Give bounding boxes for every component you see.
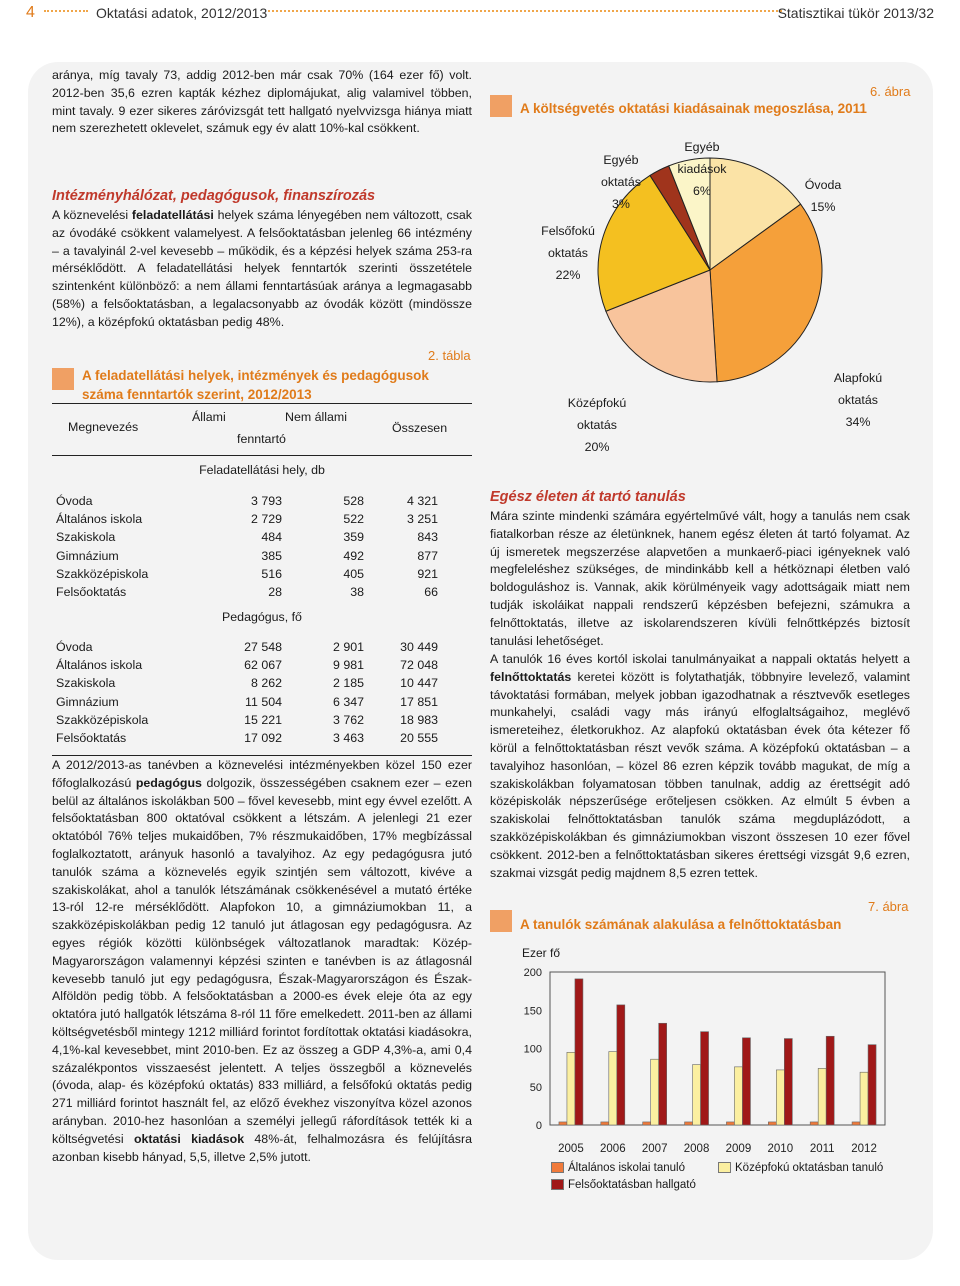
pie-label-line: 34%	[845, 415, 871, 429]
y-tick-label: 150	[523, 1005, 542, 1018]
pie-label-line: Egyéb	[603, 153, 639, 167]
figure6-title: A költségvetés oktatási kiadásainak megoszlása, 2011	[520, 101, 867, 116]
x-tick-label: 2007	[641, 1143, 668, 1155]
row-name: Felsőoktatás	[56, 731, 127, 746]
cell-nonstate: 492	[343, 548, 364, 563]
cell-total: 10 447	[400, 676, 438, 691]
col-header-state: Állami	[192, 410, 226, 424]
figure6-marker-square	[490, 95, 512, 117]
keyword-feladatellatasi: feladatellátási	[131, 208, 214, 222]
legend-label: Felsőoktatásban hallgató	[568, 1179, 696, 1191]
table-places	[56, 492, 438, 601]
bar-legend	[551, 1160, 696, 1194]
y-tick-label: 0	[535, 1120, 542, 1132]
cell-nonstate: 3 463	[332, 731, 364, 746]
intro-paragraph: aránya, míg tavaly 73, addig 2012-ben már csak 70% (164 ezer fő) volt. 2012-ben 35,6 ezren kapták kézhez diplomájukat, alig valamivel többen, mint tavaly. 9 ezer sikeres záróvizsgát tett hallgató nyelvvizsga hiánya miatt nem szerezhetett oklevelet, számuk egy év alatt 10%-kal csökkent.	[52, 68, 472, 136]
text-run: A köznevelési	[52, 208, 132, 222]
bar-2006-s1	[609, 1052, 617, 1125]
cell-state: 62 067	[244, 658, 282, 673]
legend-swatch	[718, 1162, 731, 1173]
cell-state: 17 092	[244, 731, 282, 746]
table-row	[56, 547, 438, 565]
group-title-places: Feladatellátási hely, db	[199, 463, 325, 477]
pie-label-line: Középfokú	[567, 396, 627, 410]
cell-state: 3 793	[250, 494, 282, 509]
bar-2011-s2	[826, 1036, 834, 1125]
section-title-institutions: Intézményhálózat, pedagógusok, finanszírozás	[52, 188, 376, 204]
bar-2007-s0	[643, 1122, 651, 1125]
lifelong-paragraph-1: Mára szinte mindenki számára egyértelművé vált, hogy a tanulás nem csak fiatalkorban része az életünknek, hanem egész életen át tartó folyamat. Az új ismeretek megszerzése alapvetően a munkaerő-piaci igényeknek való megfeleléshez szükséges, de mindinkább kell a hétköznapi életben való boldoguláshoz is. Vannak, akik körülményeik vagy adottságaik miatt nem tudják iskoláikat nappali rendszerű képzésben befejezni, számukra a felnőttoktatás, illetve az iskolarendszeren kívüli felnőttképzés biztosít tanulási lehetőséget.	[490, 509, 910, 648]
cell-total: 30 449	[400, 640, 438, 655]
x-tick-label: 2009	[725, 1143, 752, 1155]
bar-2008-s1	[693, 1065, 701, 1125]
keyword-oktatasi-kiadasok: oktatási kiadások	[133, 1131, 245, 1146]
y-tick-label: 100	[523, 1043, 542, 1056]
pie-label-line: oktatás	[838, 393, 878, 407]
col-header-nonstate: Nem állami	[285, 410, 347, 424]
table-row	[56, 492, 438, 510]
lifelong-paragraph-2	[490, 651, 910, 882]
pie-label-line: 20%	[584, 440, 610, 454]
bar-2006-s2	[617, 1005, 625, 1125]
bar-2010-s2	[784, 1039, 792, 1125]
pie-label-line: 3%	[612, 197, 630, 211]
section-title-lifelong: Egész életen át tartó tanulás	[490, 489, 686, 505]
bar-2008-s0	[685, 1122, 693, 1125]
text-run: keretei között is folytathatják, többnyire levelező, valamint távoktatási formában, melyek jobban igazodhatnak a résztvevők esetleges munkahelyi, családi vagy más irányú elfoglaltságaihoz, meglévő ismereteihez, életkorukhoz. Az alapfokú oktatásban évek óta kétezer fő körül a felnőttoktatásban részt vevők száma. A középfokú oktatásban – a tavalyihoz hasonlóan, – közel 86 ezren képzik tovább magukat, de míg a szakiskolákban folyamatosan többen tanulnak, addig az érettségit adó középiskolák népszerűsége erőteljesen csökken. Az elmúlt 5 évben a szakiskolai felnőttoktatásban tanulók száma megduplázódott, a szakközépiskolákban és gimnáziumokban viszont összesen 10 ezer fővel csökkent. 2012-ben a felnőttoktatásban sikeres érettségi vizsgát 9,6 ezren, szakmai vizsgát pedig majdnem 8,5 ezren tettek.	[490, 669, 910, 880]
cell-state: 11 504	[245, 694, 282, 709]
table-row	[56, 565, 438, 583]
row-name: Általános iskola	[56, 512, 143, 527]
cell-nonstate: 6 347	[332, 694, 364, 709]
row-name: Általános iskola	[56, 658, 143, 673]
header-divider-left	[44, 10, 88, 12]
header-left-title: Oktatási adatok, 2012/2013	[96, 5, 268, 21]
cell-nonstate: 3 762	[332, 712, 364, 727]
table-title: A feladatellátási helyek, intézmények és pedagógusok száma fenntartók szerint, 2012/2013	[82, 368, 429, 402]
bar-2005-s2	[575, 979, 583, 1125]
pie-label-line: kiadások	[677, 162, 727, 176]
bar-y-unit: Ezer fő	[522, 946, 561, 960]
table-row	[56, 638, 438, 656]
cell-nonstate: 2 901	[332, 640, 364, 655]
pie-label-line: 22%	[555, 268, 581, 282]
cell-state: 385	[261, 548, 282, 563]
x-tick-label: 2012	[851, 1143, 877, 1155]
cell-state: 27 548	[244, 640, 282, 655]
bar-2007-s1	[651, 1059, 659, 1125]
table-row	[56, 656, 438, 674]
plot-frame	[550, 972, 885, 1125]
table-marker-square	[52, 368, 74, 390]
cell-total: 843	[417, 530, 438, 545]
cell-nonstate: 38	[350, 585, 364, 600]
cell-nonstate: 528	[343, 494, 364, 509]
table-number: 2. tábla	[428, 348, 471, 363]
table-row	[56, 674, 438, 692]
pie-label-line: oktatás	[548, 246, 588, 260]
bar-chart	[510, 960, 900, 1160]
institutions-paragraph	[52, 207, 472, 332]
figure7-marker-square	[490, 910, 512, 932]
table-row	[56, 510, 438, 528]
row-name: Szakiskola	[56, 676, 116, 691]
pie-label-line: Óvoda	[804, 178, 842, 192]
cell-total: 3 251	[406, 512, 438, 527]
table-row	[56, 711, 438, 729]
page-number: 4	[26, 4, 35, 21]
bar-2011-s1	[818, 1068, 826, 1125]
legend-label: Középfokú oktatásban tanuló	[735, 1162, 884, 1174]
cell-nonstate: 359	[343, 530, 364, 545]
table-top-rule	[52, 403, 472, 404]
bar-2005-s0	[559, 1122, 567, 1125]
text-run: A 2012/2013-as tanévben a köznevelési intézményekben közel 150 ezer főfoglalkozású	[52, 758, 472, 790]
cell-total: 18 983	[400, 712, 438, 727]
bar-2008-s2	[701, 1032, 709, 1125]
row-name: Szakközépiskola	[56, 712, 149, 727]
col-header-name: Megnevezés	[68, 420, 139, 434]
bar-2007-s2	[659, 1023, 667, 1125]
cell-total: 66	[424, 585, 438, 600]
bar-2005-s1	[567, 1052, 575, 1125]
bar-2012-s1	[860, 1072, 868, 1125]
pie-label-egyeb-kiadasok	[674, 136, 730, 202]
cell-state: 8 262	[250, 676, 282, 691]
bar-2009-s1	[734, 1067, 742, 1125]
row-name: Szakközépiskola	[56, 566, 149, 581]
pie-label-line: 15%	[810, 200, 836, 214]
teachers-paragraph	[52, 757, 472, 1166]
bar-2010-s1	[776, 1070, 784, 1125]
pie-label-line: 6%	[693, 184, 711, 198]
cell-state: 2 729	[250, 512, 282, 527]
cell-total: 17 851	[400, 694, 438, 709]
text-run: helyek száma lényegében nem változott, csak az óvodáké csökkent valamelyest. A felsőoktatásban jelenleg 66 intézmény – a tavalyinál 2-vel kevesebb – működik, és a képzési helyek száma 253-ra mérséklődött. A feladatellátási helyek fenntartók szerinti összetétele szintenként különböző: a nem állami fenntartásúak aránya a legmagasabb (58%) a felsőoktatásban, a legalacsonyabb az óvodák között (mindössze 12%), a középfokú oktatásban pedig 48%.	[52, 208, 472, 329]
text-run: dolgozik, összességében csaknem ezer – ezen belül az általános iskolákban 500 – fővel kevesebb, mint egy évvel ezelőtt. A felsőoktatásban 800 oktatóval csökkent a létszám. A jelenlegi 21 ezer oktatóból 76% teljes mukaidőben, 7% részmukaidőben, 17% megbízással foglalkoztatott, arányuk hasonló a tavalyihoz. Az egy pedagógusra jutó tanulók száma a köznevelés egyik szintjén sem változott, kivéve a szakiskolákat, ahol a tanulók létszámának csökkenésével a mutató értéke 13-ról 12-re mérséklődött. Alapfokon 10, a gimnáziumokban 11, a szakközépiskolákban pedig 12 tanuló jut átlagosan egy pedagógusra. Az egyes régiók közötti különbségek változatlanok maradtak: Közép-Magyarországon valamennyi képzési szinten e tanévben is az átlagosnál kevesebb tanuló jut egy pedagógusra, Észak-Magyarországon és Észak-Alföldön pedig több. A felsőoktatásban a 2000-es évek eleje óta az egy oktatóra jutó hallgatók létszáma 8-ról 11 főre emelkedett. 2011-ben az állami költségvetésből mintegy 1212 milliárd forintot fordítottak oktatási kiadásokra, 4,1%-kal kevesebbet, mint 2010-ben. Ez az összeg a GDP 4,3%-a, ami 0,4 százalékpontos visszaesést jelentett. A teljes összegből a köznevelés (óvoda, alap- és középfokú oktatás) 833 milliárd, a felsőfokú oktatás pedig 271 milliárd forintot használt fel, az előző évekhez viszonyítva közel azonos arányban. 2010-hez hasonlóan a személyi jellegű ráfordítások tették ki a költségvetési	[52, 775, 472, 1146]
x-tick-label: 2011	[809, 1143, 835, 1155]
legend-item-higher	[551, 1177, 696, 1194]
pie-label-kozepfoku	[564, 392, 630, 458]
bar-2012-s2	[868, 1045, 876, 1125]
legend-item-general	[551, 1160, 696, 1177]
bar-legend-2	[718, 1160, 883, 1177]
x-tick-label: 2010	[767, 1143, 794, 1155]
text-run: A tanulók 16 éves kortól iskolai tanulmányaikat a nappali oktatás helyett a	[490, 652, 910, 666]
x-tick-label: 2008	[683, 1143, 710, 1155]
table-row	[56, 693, 438, 711]
legend-swatch	[551, 1179, 564, 1190]
table-header-rule	[52, 455, 472, 456]
keyword-felnottoktatas: felnőttoktatás	[490, 669, 572, 684]
figure7-title: A tanulók számának alakulása a felnőttoktatásban	[520, 917, 842, 932]
y-tick-label: 50	[529, 1081, 542, 1094]
pie-label-ovoda	[798, 174, 848, 218]
y-tick-label: 200	[523, 967, 542, 979]
cell-total: 72 048	[400, 658, 438, 673]
pie-label-egyeb-oktatas	[596, 149, 646, 215]
bar-2006-s0	[601, 1122, 609, 1125]
legend-swatch	[551, 1162, 564, 1173]
cell-state: 516	[261, 566, 282, 581]
text-run: 48%-át, felhalmozásra és felújításra azonban kisebb hányad, 5,5, illetve 2,5% jutott.	[52, 1131, 472, 1164]
figure7-number: 7. ábra	[868, 899, 909, 914]
legend-label: Általános iskolai tanuló	[568, 1162, 685, 1174]
header-right-title: Statisztikai tükör 2013/32	[777, 5, 934, 21]
pie-label-line: Felsőfokú	[541, 224, 595, 238]
cell-state: 484	[261, 530, 282, 545]
cell-total: 20 555	[400, 731, 438, 746]
cell-nonstate: 405	[343, 566, 364, 581]
pie-label-line: oktatás	[601, 175, 641, 189]
pie-label-line: Egyéb	[684, 140, 720, 154]
bar-2009-s0	[726, 1122, 734, 1125]
group-title-teachers: Pedagógus, fő	[222, 610, 302, 624]
table-bottom-rule	[52, 755, 472, 756]
cell-total: 921	[417, 566, 438, 581]
row-name: Felsőoktatás	[56, 585, 127, 600]
pie-label-line: oktatás	[577, 418, 617, 432]
bar-2012-s0	[852, 1122, 860, 1125]
cell-nonstate: 522	[343, 512, 364, 527]
table-row	[56, 729, 438, 747]
table-row	[56, 528, 438, 546]
bar-2010-s0	[768, 1122, 776, 1125]
bar-2009-s2	[742, 1038, 750, 1125]
x-tick-label: 2005	[558, 1143, 584, 1155]
cell-state: 28	[268, 585, 282, 600]
col-header-owner: fenntartó	[237, 432, 286, 446]
row-name: Gimnázium	[56, 548, 119, 563]
row-name: Szakiskola	[56, 530, 116, 545]
cell-total: 877	[417, 548, 438, 563]
col-header-total: Összesen	[392, 421, 448, 435]
table-teachers	[56, 638, 438, 747]
cell-state: 15 221	[244, 712, 282, 727]
pie-label-line: Alapfokú	[833, 371, 883, 385]
cell-nonstate: 2 185	[332, 676, 364, 691]
pie-label-felsofoku	[536, 220, 600, 286]
row-name: Gimnázium	[56, 694, 119, 709]
pie-label-alapfoku	[826, 367, 890, 433]
row-name: Óvoda	[56, 494, 93, 509]
row-name: Óvoda	[56, 640, 93, 655]
header-divider-middle	[268, 10, 782, 12]
x-tick-label: 2006	[600, 1143, 626, 1155]
keyword-pedagogus: pedagógus	[135, 775, 202, 790]
figure6-number: 6. ábra	[870, 84, 911, 99]
cell-total: 4 321	[406, 494, 438, 509]
table-row	[56, 583, 438, 601]
cell-nonstate: 9 981	[332, 658, 364, 673]
legend-item-secondary	[718, 1160, 883, 1177]
bar-2011-s0	[810, 1122, 818, 1125]
